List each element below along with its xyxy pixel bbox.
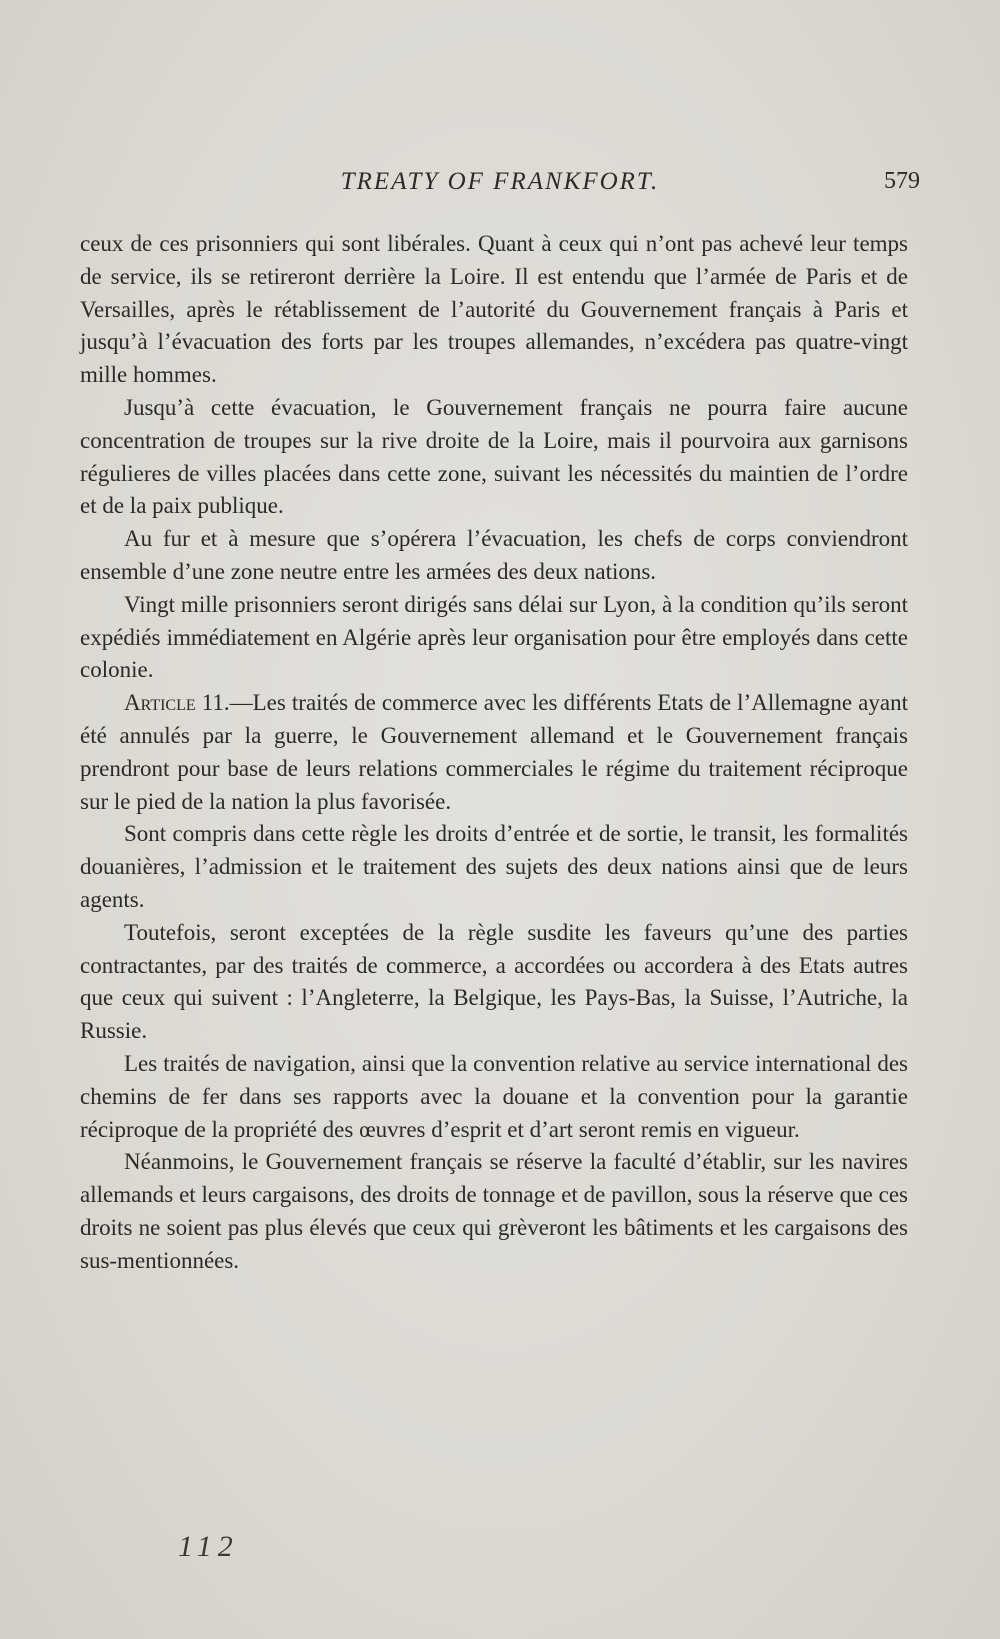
paragraph-text: Néanmoins, le Gouvernement français se réserve la faculté d’établir, sur les navires allemands et leurs cargaisons, des droits de tonnage et de pavillon, sous la réserve que ces droits ne soient pas plus élevés que ceux qui grèveront les bâtiments et les cargaisons des sus-mentionnées. [80, 1149, 908, 1273]
handwritten-note: 112 [178, 1530, 239, 1563]
paragraph [80, 818, 908, 916]
article-heading: Article [124, 690, 196, 716]
paragraph-text: 11.—Les traités de commerce avec les différents Etats de l’Allemagne ayant été annulés par la guerre, le Gouvernement allemand et le Gouvernement français prendront pour base de leurs relations commerciales le régime du traitement réciproque sur le pied de la nation la plus favorisée. [80, 690, 908, 814]
paragraph-text: Sont compris dans cette règle les droits d’entrée et de sortie, le transit, les formalités douanières, l’admission et le traitement des sujets des deux nations ainsi que de leurs agents. [80, 821, 908, 912]
paragraph [80, 1146, 908, 1277]
paragraph [80, 589, 908, 687]
paragraph [80, 917, 908, 1048]
paragraph-text: Toutefois, seront exceptées de la règle susdite les faveurs qu’une des parties contractantes, par des traités de commerce, a accordées ou accordera à des Etats autres que ceux qui suivent : l’Angleterre, la Belgique, les Pays-Bas, la Suisse, l’Autriche, la Russie. [80, 919, 908, 1044]
paragraph [80, 523, 908, 589]
paragraph-text: Au fur et à mesure que s’opérera l’évacuation, les chefs de corps conviendront ensemble d’une zone neutre entre les armées des deux nations. [80, 526, 908, 584]
paragraph [80, 392, 908, 523]
page-number: 579 [884, 168, 920, 194]
paragraph-text: Vingt mille prisonniers seront dirigés sans délai sur Lyon, à la condition qu’ils seront expédiés immédiatement en Algérie après leur organisation pour être employés dans cette colonie. [80, 591, 908, 683]
running-title: TREATY OF FRANKFORT. [340, 168, 660, 195]
paragraph [80, 228, 908, 392]
paragraph-text: Jusqu’à cette évacuation, le Gouvernement français ne pourra faire aucune concentration de troupes sur la rive droite de la Loire, mais il pourvoira aux garnisons régulieres de villes placées dans cette zone, suivant les nécessités du maintien de l’ordre et de la paix publique. [80, 394, 908, 519]
page-header [80, 168, 920, 208]
paragraph-text: ceux de ces prisonniers qui sont libérales. Quant à ceux qui n’ont pas achevé leur temps de service, ils se retireront derrière la Loire. Il est entendu que l’armée de Paris et de Versailles, après le rétablissement de l’autorité du Gouvernement français à Paris et jusqu’à l’évacuation des forts par les troupes allemandes, n’excédera pas quatre-vingt mille hommes. [80, 231, 908, 388]
paragraph [80, 1048, 908, 1146]
body-text [80, 228, 908, 1278]
article-paragraph [80, 687, 908, 818]
paragraph-text: Les traités de navigation, ainsi que la convention relative au service international des chemins de fer dans ses rapports avec la douane et la convention pour la garantie réciproque de la propriété des œuvres d’esprit et d’art seront remis en vigueur. [80, 1050, 908, 1142]
